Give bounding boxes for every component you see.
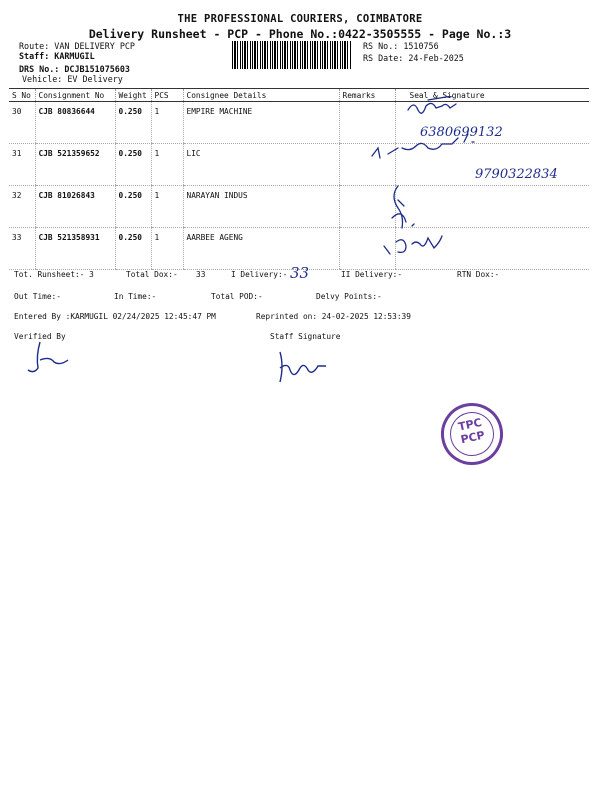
verified-signature	[18, 338, 78, 383]
cell-pcs: 1	[151, 228, 183, 270]
cell-pcs: 1	[151, 186, 183, 228]
signature-30	[408, 96, 456, 113]
col-consignee: Consignee Details	[183, 89, 339, 102]
col-remarks: Remarks	[339, 89, 395, 102]
cell-consignee: NARAYAN INDUS	[183, 186, 339, 228]
cell-weight: 0.250	[115, 102, 151, 144]
cell-sno: 33	[9, 228, 35, 270]
signature-32	[392, 186, 406, 228]
cell-consignment: CJB 521359652	[35, 144, 115, 186]
delvy-points: Delvy Points:-	[316, 292, 382, 301]
office-stamp	[435, 397, 509, 471]
total-dox-value: 33	[196, 270, 206, 279]
staff-signature-label: Staff Signature	[270, 332, 341, 341]
cell-weight: 0.250	[115, 144, 151, 186]
ii-delivery: II Delivery:-	[341, 270, 403, 279]
reprinted-on: Reprinted on: 24-02-2025 12:53:39	[256, 312, 411, 321]
runsheet-title: Delivery Runsheet - PCP - Phone No.:0422-3505555 - Page No.:3	[88, 27, 512, 41]
vehicle: Vehicle: EV Delivery	[22, 74, 123, 84]
company-name: THE PROFESSIONAL COURIERS, COIMBATORE	[177, 13, 423, 25]
staff-signature	[270, 348, 340, 388]
cell-sno: 32	[9, 186, 35, 228]
cell-consignee: EMPIRE MACHINE	[183, 102, 339, 144]
col-weight: Weight	[115, 89, 151, 102]
tot-runsheet: Tot. Runsheet:- 3	[14, 270, 94, 279]
rs-date: RS Date: 24-Feb-2025	[363, 53, 464, 63]
i-delivery-handwritten: 33	[290, 264, 310, 282]
cell-consignee: LIC	[183, 144, 339, 186]
entered-by: Entered By :KARMUGIL 02/24/2025 12:45:47 PM	[14, 312, 216, 321]
out-time: Out Time:-	[14, 292, 61, 301]
rtn-dox: RTN Dox:-	[457, 270, 500, 279]
stamp-line2: PCP	[459, 428, 486, 447]
signature-33	[384, 224, 442, 254]
cell-weight: 0.250	[115, 186, 151, 228]
cell-consignment: CJB 521358931	[35, 228, 115, 270]
cell-sno: 31	[9, 144, 35, 186]
drs-number: DRS No.: DCJB151075603	[19, 64, 130, 74]
signature-phone-30: 6380699132	[420, 125, 503, 140]
cell-consignment: CJB 80836644	[35, 102, 115, 144]
col-sno: S No	[9, 89, 35, 102]
staff: Staff: KARMUGIL	[19, 51, 95, 61]
stamp-line1: TPC	[457, 415, 483, 434]
route: Route: VAN DELIVERY PCP	[19, 41, 135, 51]
signature-phone-31: 9790322834	[475, 167, 558, 182]
col-consignment: Consignment No	[35, 89, 115, 102]
col-signature: Seal & Signature	[395, 89, 589, 102]
cell-pcs: 1	[151, 102, 183, 144]
signatures-overlay	[370, 96, 590, 271]
rs-number: RS No.: 1510756	[363, 41, 439, 51]
cell-sno: 30	[9, 102, 35, 144]
cell-pcs: 1	[151, 144, 183, 186]
total-pod: Total POD:-	[211, 292, 263, 301]
i-delivery: I Delivery:-	[231, 270, 288, 279]
cell-consignment: CJB 81026843	[35, 186, 115, 228]
in-time: In Time:-	[114, 292, 157, 301]
verified-by-label: Verified By	[14, 332, 66, 341]
col-pcs: PCS	[151, 89, 183, 102]
cell-consignee: AARBEE AGENG	[183, 228, 339, 270]
barcode	[232, 41, 352, 69]
total-dox-label: Total Dox:-	[126, 270, 178, 279]
cell-weight: 0.250	[115, 228, 151, 270]
